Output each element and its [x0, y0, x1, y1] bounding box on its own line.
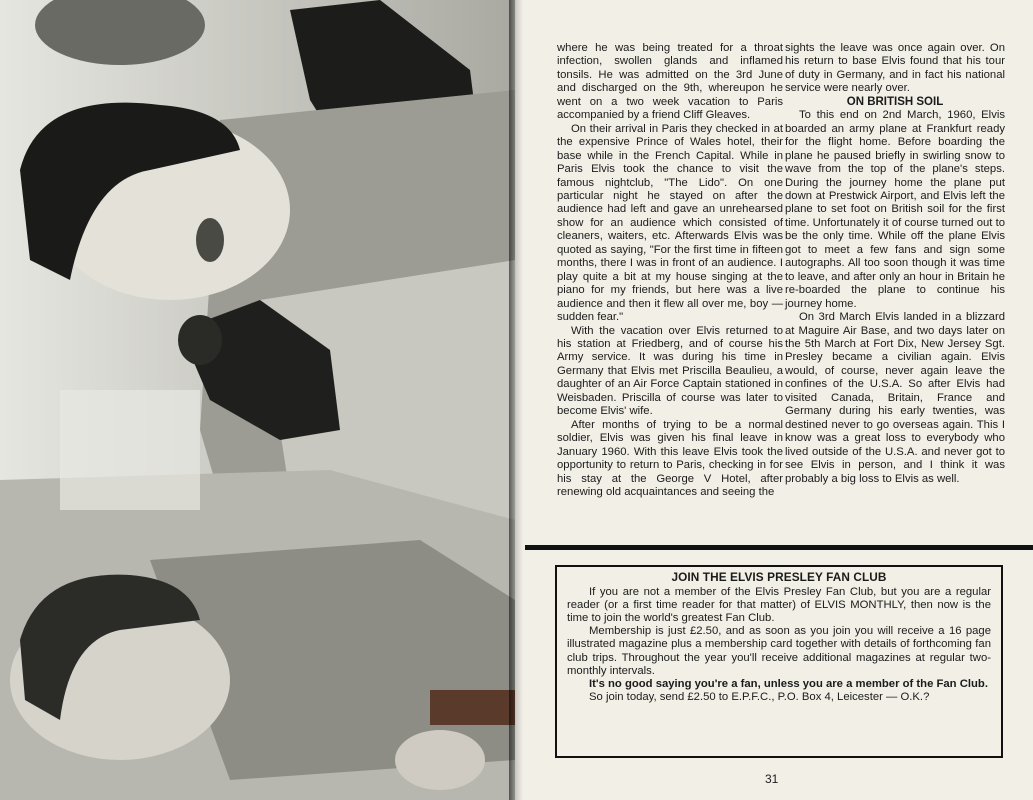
fan-club-paragraph: Membership is just £2.50, and as soon as you join you will receive a 16 page illustrated magazine plus a membership card together with details of forthcoming fan club trips. Throughout the year you'll receive additional magazines at regular two-monthly intervals. [567, 625, 991, 677]
fan-club-box [555, 565, 1003, 758]
article-paragraph: sights the leave was once again over. On his return to base Elvis found that his tour of duty in Germany, and in fact his national service were nearly over. [785, 42, 1005, 95]
article-paragraph: To this end on 2nd March, 1960, Elvis boarded an army plane at Frankfurt ready for the flight home. Before boarding the plane he paused briefly in swirling snow to wave from the top of the plane's steps. During the journey home the plane put down at Prestwick Airport, and Elvis left the plane to set foot on British soil for the first time. Unfortunately it of course turned out to be the only time. While off the plane Elvis got to meet a few fans and sign some autographs. All too soon though it was time to leave, and after only an hour in Britain he re-boarded the plane to continue his journey home. [785, 109, 1005, 310]
article-paragraph: where he was being treated for a throat infection, swollen glands and inflamed tonsils. He was admitted on the 3rd June and discharged on the 9th, whereupon he went on a two week vacation to Paris accompanied by a friend Cliff Gleaves. [557, 42, 783, 122]
article-column-left [557, 42, 783, 499]
page-gutter [509, 0, 523, 800]
photo-page [0, 0, 515, 800]
section-subheading: ON BRITISH SOIL [846, 95, 944, 108]
elvis-photo [0, 0, 515, 800]
article-paragraph: On 3rd March Elvis landed in a blizzard at Maguire Air Base, and two days later on the 5th March at Fort Dix, New Jersey Sgt. Presley became a civilian again. Elvis would, of course, never again leave the confines of the U.S.A. So after Elvis had visited Canada, Britain, France and Germany during his early twenties, was destined never to go overseas again. This I know was a great loss to everybody who lived outside of the U.S.A. and never got to see Elvis in person, and I think it was probably a big loss to Elvis as well. [785, 311, 1005, 485]
fan-club-slogan: It's no good saying you're a fan, unless you are a member of the Fan Club. [589, 677, 988, 690]
article-column-right [785, 42, 1005, 486]
article-paragraph: On their arrival in Paris they checked in at the expensive Prince of Wales hotel, their base while in the French Capital. While in Paris Elvis took the chance to visit the famous nightclub, "The Lido". On one particular night he stayed on after the audience had left and gave an unrehearsed show for an audience which consisted of cleaners, waiters, etc. Afterwards Elvis was quoted as saying, "For the first time in fifteen months, there I was in front of an audience. I play quite a bit at my house singing at the piano for my friends, but here was a live audience and then it flew all over me, boy — sudden fear." [557, 122, 783, 324]
article-paragraph: With the vacation over Elvis returned to his station at Friedberg, and of course his Army service. It was during his time in Germany that Elvis met Priscilla Beaulieu, a daughter of an Air Force Captain stationed in Weisbaden. Priscilla of course was later to become Elvis' wife. [557, 324, 783, 418]
page-number: 31 [765, 772, 779, 786]
section-divider [525, 545, 1033, 550]
fan-club-address: So join today, send £2.50 to E.P.F.C., P.O. Box 4, Leicester — O.K.? [589, 690, 930, 703]
article-paragraph: After months of trying to be a normal soldier, Elvis was given his final leave in January 1960. With this leave Elvis took the opportunity to return to Paris, checking in for his stay at the George V Hotel, after renewing old acquaintances and seeing the [557, 418, 783, 498]
fan-club-heading: JOIN THE ELVIS PRESLEY FAN CLUB [671, 570, 887, 584]
fan-club-paragraph: If you are not a member of the Elvis Presley Fan Club, but you are a regular reader (or a first time reader for that matter) of ELVIS MONTHLY, then now is the time to join the world's greatest Fan Club. [567, 586, 991, 625]
text-page [515, 0, 1033, 800]
